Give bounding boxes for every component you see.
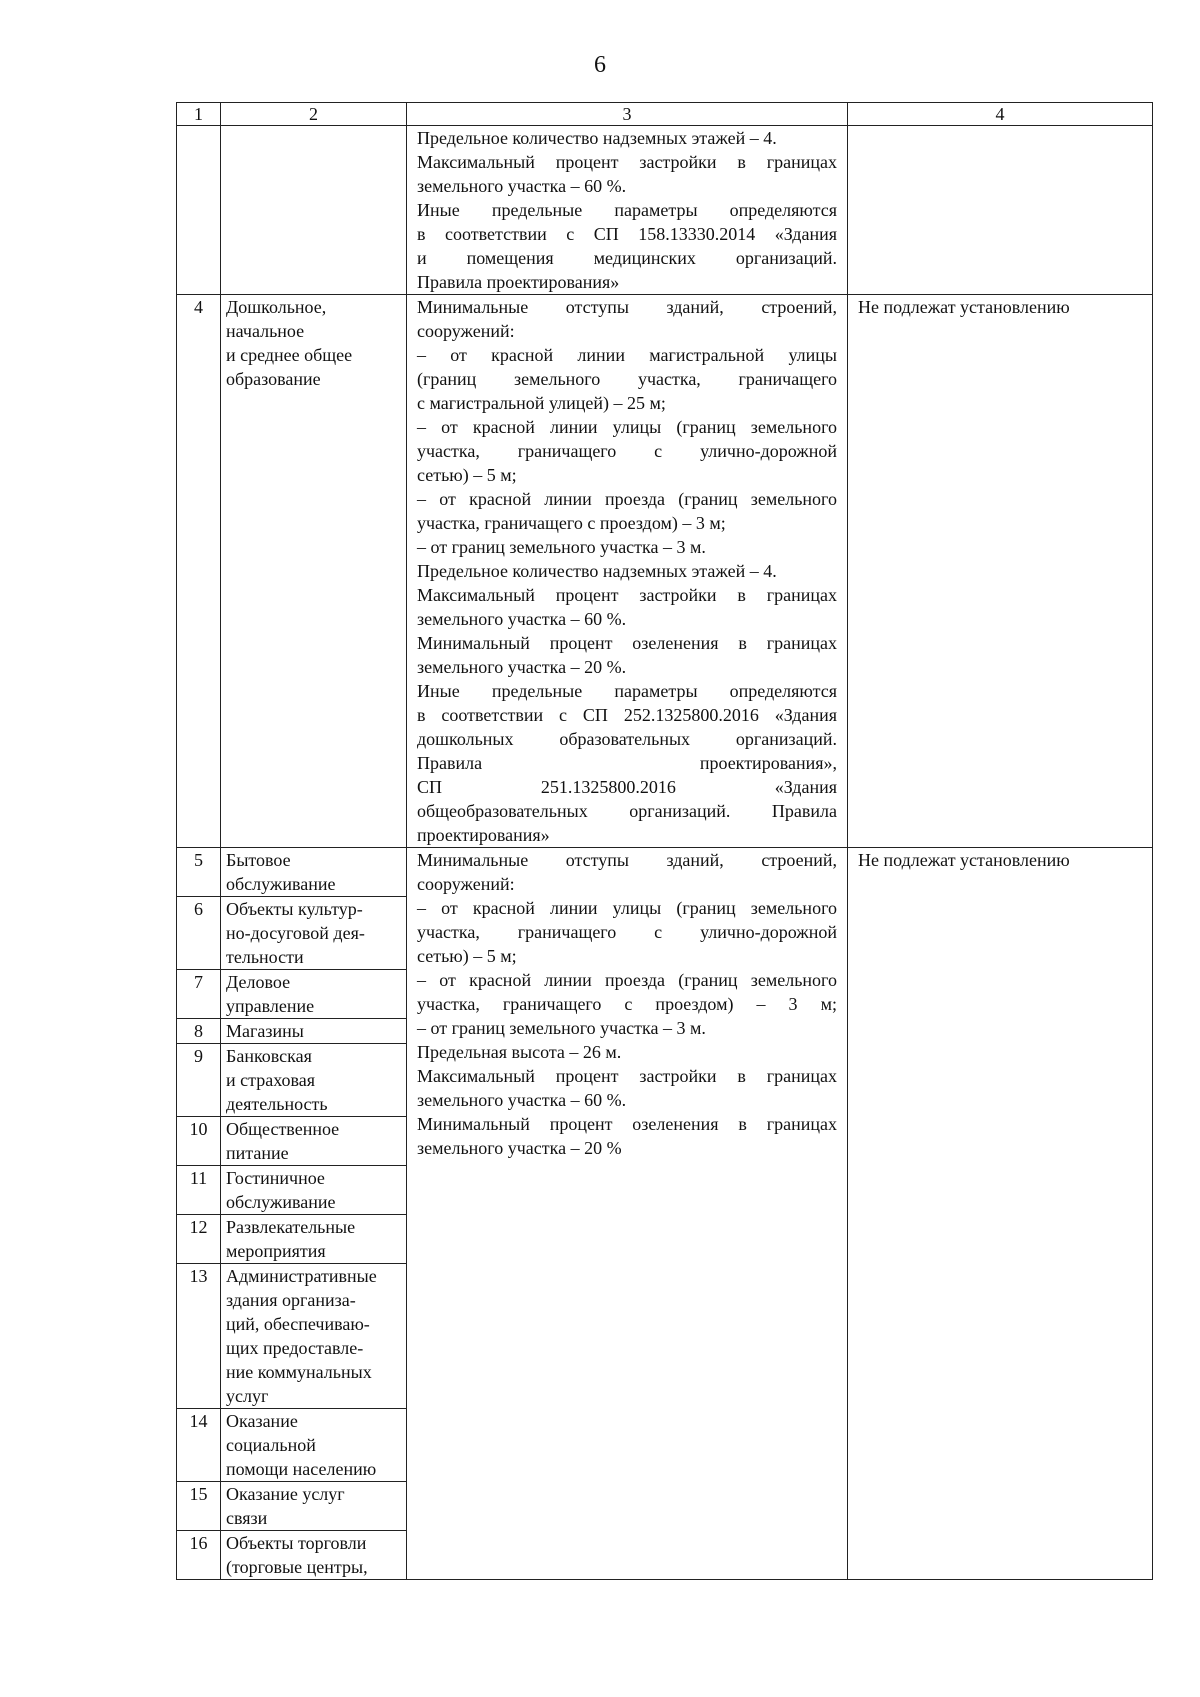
params-line: участка, граничащего с улично-дорожной bbox=[417, 922, 837, 942]
note-cell: Не подлежат установлению bbox=[848, 848, 1153, 1580]
use-name-cell bbox=[221, 1044, 407, 1117]
params-cell bbox=[407, 295, 848, 848]
header-col-4: 4 bbox=[848, 103, 1153, 126]
row-number: 11 bbox=[177, 1166, 221, 1215]
use-name-line: управление bbox=[226, 996, 315, 1016]
params-line: Минимальный процент озеленения в границах bbox=[417, 633, 837, 653]
use-name-line: помощи населению bbox=[226, 1459, 377, 1479]
row-number: 9 bbox=[177, 1044, 221, 1117]
use-name-line: здания организа- bbox=[226, 1290, 356, 1310]
row-number: 16 bbox=[177, 1531, 221, 1580]
params-line: (границ земельного участка, граничащего bbox=[417, 369, 837, 389]
use-name-line: услуг bbox=[226, 1386, 269, 1406]
header-col-1: 1 bbox=[177, 103, 221, 126]
use-name-cell bbox=[221, 295, 407, 848]
params-line: земельного участка – 60 %. bbox=[417, 609, 627, 629]
page-number: 6 bbox=[594, 52, 606, 78]
use-name-cell bbox=[221, 1019, 407, 1044]
params-line: и помещения медицинских организаций. bbox=[417, 248, 837, 268]
row-number: 7 bbox=[177, 970, 221, 1019]
use-name-line: Общественное bbox=[226, 1119, 340, 1139]
params-line: Максимальный процент застройки в границах bbox=[417, 585, 837, 605]
use-name-line: образование bbox=[226, 369, 321, 389]
use-name-cell bbox=[221, 1482, 407, 1531]
params-line: Предельное количество надземных этажей – 4. bbox=[417, 128, 777, 148]
zoning-table bbox=[176, 102, 1153, 1580]
note-cell: Не подлежат установлению bbox=[848, 295, 1153, 848]
use-name-line: начальное bbox=[226, 321, 305, 341]
name-cell bbox=[221, 126, 407, 295]
use-name-cell bbox=[221, 1117, 407, 1166]
params-line: земельного участка – 60 %. bbox=[417, 1090, 627, 1110]
use-name-line: ций, обеспечиваю- bbox=[226, 1314, 370, 1334]
params-line: Правила проектирования», bbox=[417, 753, 837, 773]
params-line: земельного участка – 20 % bbox=[417, 1138, 622, 1158]
header-row bbox=[177, 103, 1153, 126]
params-line: земельного участка – 60 %. bbox=[417, 176, 627, 196]
params-line: – от красной линии проезда (границ земельного bbox=[417, 970, 837, 990]
use-name-line: социальной bbox=[226, 1435, 316, 1455]
params-cell bbox=[407, 126, 848, 295]
use-name-line: Гостиничное bbox=[226, 1168, 325, 1188]
use-name-cell bbox=[221, 970, 407, 1019]
params-line: Иные предельные параметры определяются bbox=[417, 681, 837, 701]
row-number: 13 bbox=[177, 1264, 221, 1409]
use-name-cell bbox=[221, 1531, 407, 1580]
params-line: сооружений: bbox=[417, 321, 515, 341]
use-name-line: Бытовое bbox=[226, 850, 291, 870]
use-name-cell bbox=[221, 1166, 407, 1215]
use-name-cell bbox=[221, 1215, 407, 1264]
use-name-line: питание bbox=[226, 1143, 289, 1163]
use-name-line: Банковская bbox=[226, 1046, 312, 1066]
params-line: участка, граничащего с проездом) – 3 м; bbox=[417, 994, 837, 1014]
params-line: Правила проектирования» bbox=[417, 272, 620, 292]
params-line: в соответствии с СП 252.1325800.2016 «Здания bbox=[417, 705, 837, 725]
params-line: сетью) – 5 м; bbox=[417, 946, 517, 966]
params-line: – от красной линии проезда (границ земельного bbox=[417, 489, 837, 509]
row-number: 15 bbox=[177, 1482, 221, 1531]
use-name-line: обслуживание bbox=[226, 874, 336, 894]
use-name-cell bbox=[221, 848, 407, 897]
params-line: – от границ земельного участка – 3 м. bbox=[417, 1018, 706, 1038]
use-name-line: Развлекательные bbox=[226, 1217, 356, 1237]
params-line: Предельное количество надземных этажей – 4. bbox=[417, 561, 777, 581]
use-name-line: ние коммунальных bbox=[226, 1362, 372, 1382]
table-row-continuation bbox=[177, 126, 1153, 295]
params-line: – от красной линии улицы (границ земельного bbox=[417, 898, 837, 918]
params-line: Минимальный процент озеленения в границах bbox=[417, 1114, 837, 1134]
params-line: Максимальный процент застройки в границах bbox=[417, 1066, 837, 1086]
params-line: – от границ земельного участка – 3 м. bbox=[417, 537, 706, 557]
use-name-line: тельности bbox=[226, 947, 304, 967]
row-number: 4 bbox=[177, 295, 221, 848]
use-name-line: обслуживание bbox=[226, 1192, 336, 1212]
params-line: земельного участка – 20 %. bbox=[417, 657, 627, 677]
params-line: в соответствии с СП 158.13330.2014 «Здания bbox=[417, 224, 837, 244]
use-name-cell bbox=[221, 897, 407, 970]
row-number: 6 bbox=[177, 897, 221, 970]
row-number: 10 bbox=[177, 1117, 221, 1166]
use-name-line: Деловое bbox=[226, 972, 291, 992]
row-number: 8 bbox=[177, 1019, 221, 1044]
params-line: сооружений: bbox=[417, 874, 515, 894]
use-name-cell bbox=[221, 1409, 407, 1482]
row-number: 5 bbox=[177, 848, 221, 897]
use-name-line: Объекты торговли bbox=[226, 1533, 367, 1553]
row-number: 14 bbox=[177, 1409, 221, 1482]
use-name-line: и страховая bbox=[226, 1070, 316, 1090]
params-line: общеобразовательных организаций. Правила bbox=[417, 801, 837, 821]
use-name-line: Оказание bbox=[226, 1411, 298, 1431]
params-line: – от красной линии магистральной улицы bbox=[417, 345, 837, 365]
params-line: с магистральной улицей) – 25 м; bbox=[417, 393, 666, 413]
params-cell bbox=[407, 848, 848, 1580]
use-name-line: Оказание услуг bbox=[226, 1484, 345, 1504]
header-col-3: 3 bbox=[407, 103, 848, 126]
row-number: 12 bbox=[177, 1215, 221, 1264]
use-name-line: но-досуговой дея- bbox=[226, 923, 365, 943]
table-row bbox=[177, 848, 1153, 897]
use-name-line: Объекты культур- bbox=[226, 899, 363, 919]
use-name-line: щих предоставле- bbox=[226, 1338, 364, 1358]
params-line: проектирования» bbox=[417, 825, 550, 845]
num-cell bbox=[177, 126, 221, 295]
use-name-line: (торговые центры, bbox=[226, 1557, 368, 1577]
use-name-line: мероприятия bbox=[226, 1241, 326, 1261]
params-line: СП 251.1325800.2016 «Здания bbox=[417, 777, 837, 797]
use-name-cell bbox=[221, 1264, 407, 1409]
params-line: Минимальные отступы зданий, строений, bbox=[417, 297, 837, 317]
params-line: участка, граничащего с улично-дорожной bbox=[417, 441, 837, 461]
params-line: участка, граничащего с проездом) – 3 м; bbox=[417, 513, 726, 533]
note-cell bbox=[848, 126, 1153, 295]
header-col-2: 2 bbox=[221, 103, 407, 126]
params-line: дошкольных образовательных организаций. bbox=[417, 729, 837, 749]
params-line: Максимальный процент застройки в границах bbox=[417, 152, 837, 172]
use-name-line: и среднее общее bbox=[226, 345, 353, 365]
use-name-line: деятельность bbox=[226, 1094, 328, 1114]
use-name-line: Магазины bbox=[226, 1021, 304, 1041]
use-name-line: Административные bbox=[226, 1266, 377, 1286]
params-line: Иные предельные параметры определяются bbox=[417, 200, 837, 220]
params-line: Минимальные отступы зданий, строений, bbox=[417, 850, 837, 870]
params-line: – от красной линии улицы (границ земельного bbox=[417, 417, 837, 437]
use-name-line: связи bbox=[226, 1508, 268, 1528]
use-name-line: Дошкольное, bbox=[226, 297, 327, 317]
table-row-4 bbox=[177, 295, 1153, 848]
params-line: Предельная высота – 26 м. bbox=[417, 1042, 622, 1062]
params-line: сетью) – 5 м; bbox=[417, 465, 517, 485]
